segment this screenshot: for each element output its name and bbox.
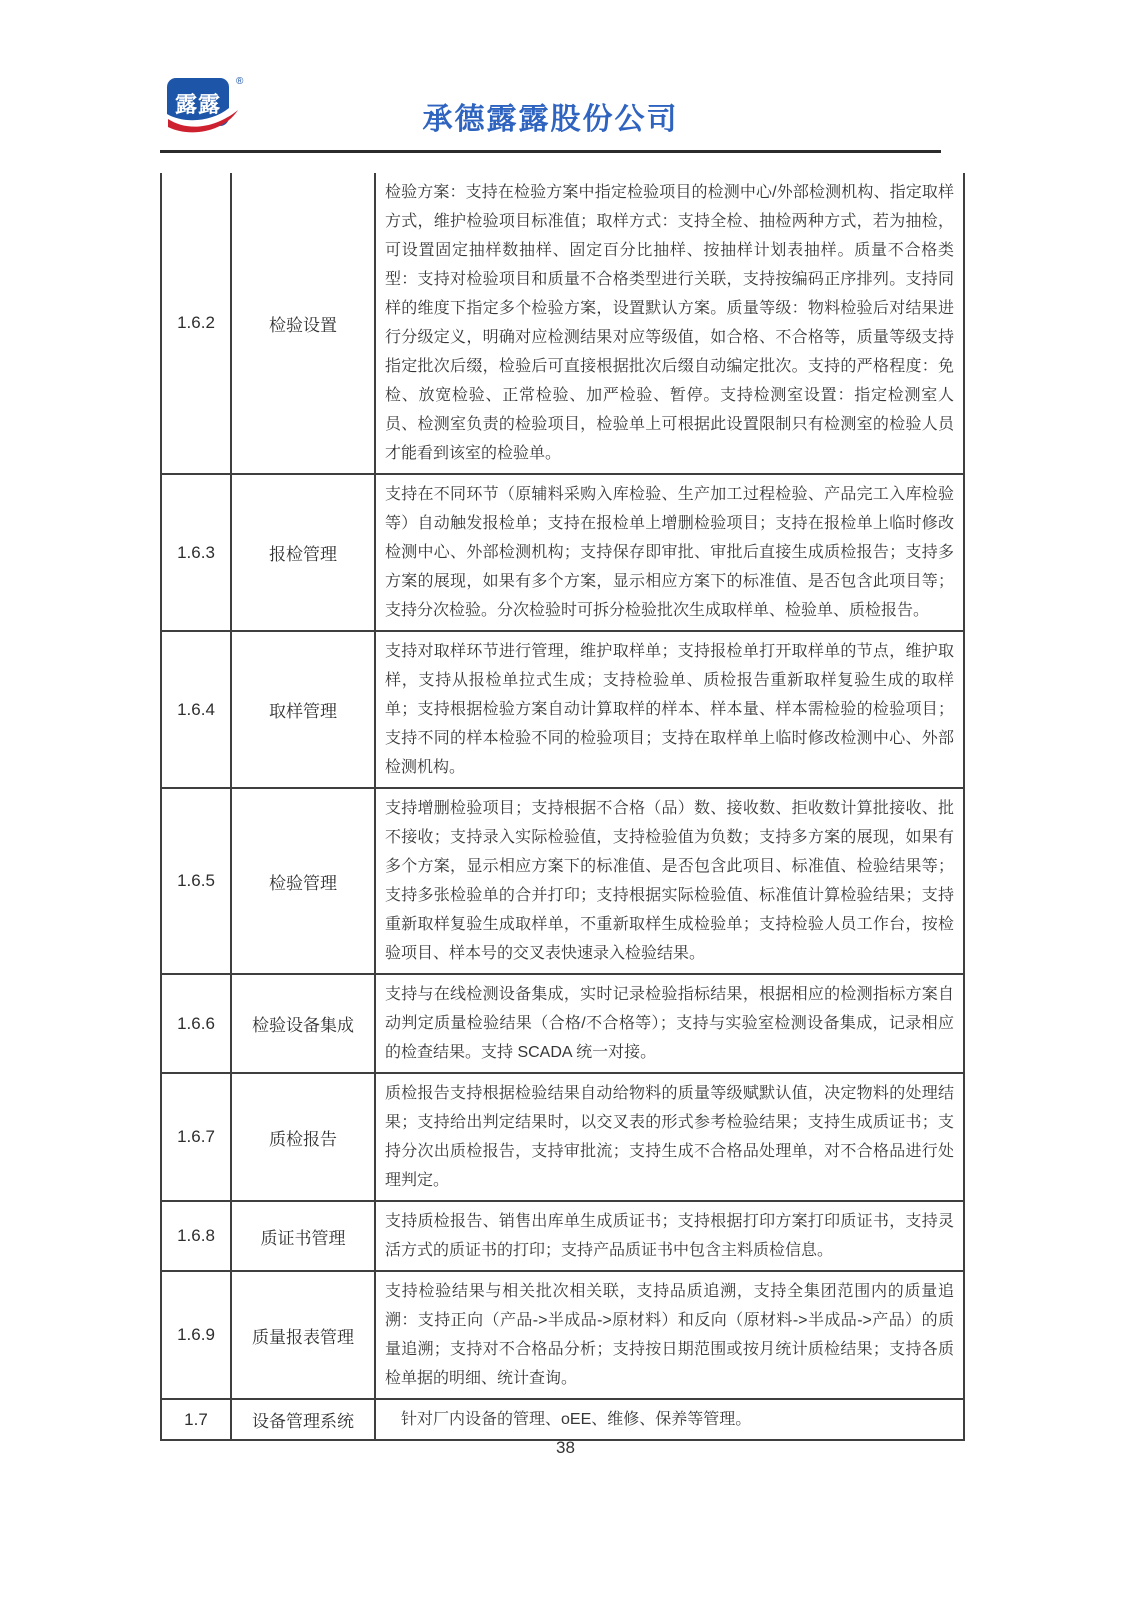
- table-row: [161, 173, 964, 474]
- row-description-cell: 支持质检报告、销售出库单生成质证书；支持根据打印方案打印质证书，支持灵活方式的质证书的打印；支持产品质证书中包含主料质检信息。: [375, 1201, 964, 1271]
- table-row: [161, 974, 964, 1073]
- row-number-cell: 1.6.9: [161, 1271, 231, 1399]
- row-title-cell: 质量报表管理: [231, 1271, 375, 1399]
- row-title-cell: 质检报告: [231, 1073, 375, 1201]
- features-table: [160, 173, 965, 1441]
- row-title-cell: 设备管理系统: [231, 1399, 375, 1440]
- page-number: 38: [556, 1438, 575, 1457]
- row-number-cell: 1.6.3: [161, 474, 231, 631]
- row-description-cell: 支持对取样环节进行管理，维护取样单；支持报检单打开取样单的节点，维护取样，支持从报检单拉式生成；支持检验单、质检报告重新取样复验生成的取样单；支持根据检验方案自动计算取样的样本、样本量、样本需检验的检验项目；支持不同的样本检验不同的检验项目；支持在取样单上临时修改检测中心、外部检测机构。: [375, 631, 964, 788]
- table-row: [161, 1399, 964, 1440]
- row-title-cell: 检验管理: [231, 788, 375, 974]
- row-number-cell: 1.6.5: [161, 788, 231, 974]
- row-title-cell: 报检管理: [231, 474, 375, 631]
- header-divider: [160, 150, 941, 153]
- row-title-cell: 检验设备集成: [231, 974, 375, 1073]
- row-description-cell: 支持在不同环节（原辅料采购入库检验、生产加工过程检验、产品完工入库检验等）自动触发报检单；支持在报检单上增删检验项目；支持在报检单上临时修改检测中心、外部检测机构；支持保存即审批、审批后直接生成质检报告；支持多方案的展现，如果有多个方案，显示相应方案下的标准值、是否包含此项目等；支持分次检验。分次检验时可拆分检验批次生成取样单、检验单、质检报告。: [375, 474, 964, 631]
- registered-trademark-symbol: ®: [236, 76, 244, 87]
- table-row: [161, 631, 964, 788]
- row-title-cell: 取样管理: [231, 631, 375, 788]
- row-description-cell: 质检报告支持根据检验结果自动给物料的质量等级赋默认值，决定物料的处理结果；支持给出判定结果时，以交叉表的形式参考检验结果；支持生成质证书；支持分次出质检报告，支持审批流；支持生成不合格品处理单，对不合格品进行处理判定。: [375, 1073, 964, 1201]
- row-description-cell: 支持检验结果与相关批次相关联，支持品质追溯，支持全集团范围内的质量追溯：支持正向（产品->半成品->原材料）和反向（原材料->半成品->产品）的质量追溯；支持对不合格品分析；支持按日期范围或按月统计质检结果；支持各质检单据的明细、统计查询。: [375, 1271, 964, 1399]
- table-row: [161, 1271, 964, 1399]
- row-title-cell: 质证书管理: [231, 1201, 375, 1271]
- row-description-cell: 针对厂内设备的管理、oEE、维修、保养等管理。: [375, 1399, 964, 1440]
- logo-text: 露露: [174, 92, 222, 117]
- table-row: [161, 1201, 964, 1271]
- table-row: [161, 1073, 964, 1201]
- row-number-cell: 1.6.8: [161, 1201, 231, 1271]
- row-number-cell: 1.6.6: [161, 974, 231, 1073]
- row-description-cell: 支持与在线检测设备集成，实时记录检验指标结果，根据相应的检测指标方案自动判定质量检验结果（合格/不合格等）；支持与实验室检测设备集成，记录相应的检查结果。支持 SCADA 统一对接。: [375, 974, 964, 1073]
- page-header: [160, 68, 941, 152]
- row-number-cell: 1.6.7: [161, 1073, 231, 1201]
- row-description-cell: 检验方案：支持在检验方案中指定检验项目的检测中心/外部检测机构、指定取样方式，维护检验项目标准值；取样方式：支持全检、抽检两种方式，若为抽检，可设置固定抽样数抽样、固定百分比抽样、按抽样计划表抽样。质量不合格类型：支持对检验项目和质量不合格类型进行关联，支持按编码正序排列。支持同样的维度下指定多个检验方案，设置默认方案。质量等级：物料检验后对结果进行分级定义，明确对应检测结果对应等级值，如合格、不合格等，质量等级支持指定批次后缀，检验后可直接根据批次后缀自动编定批次。支持的严格程度：免检、放宽检验、正常检验、加严检验、暂停。支持检测室设置：指定检测室人员、检测室负责的检验项目，检验单上可根据此设置限制只有检测室的检验人员才能看到该室的检验单。: [375, 173, 964, 474]
- table-row: [161, 474, 964, 631]
- row-description-cell: 支持增删检验项目；支持根据不合格（品）数、接收数、拒收数计算批接收、批不接收；支持录入实际检验值，支持检验值为负数；支持多方案的展现，如果有多个方案，显示相应方案下的标准值、是否包含此项目、标准值、检验结果等；支持多张检验单的合并打印；支持根据实际检验值、标准值计算检验结果；支持重新取样复验生成取样单，不重新取样生成检验单；支持检验人员工作台，按检验项目、样本号的交叉表快速录入检验结果。: [375, 788, 964, 974]
- row-number-cell: 1.6.4: [161, 631, 231, 788]
- company-name: 承德露露股份公司: [422, 103, 679, 136]
- row-number-cell: 1.6.2: [161, 173, 231, 474]
- table-row: [161, 788, 964, 974]
- row-number-cell: 1.7: [161, 1399, 231, 1440]
- row-title-cell: 检验设置: [231, 173, 375, 474]
